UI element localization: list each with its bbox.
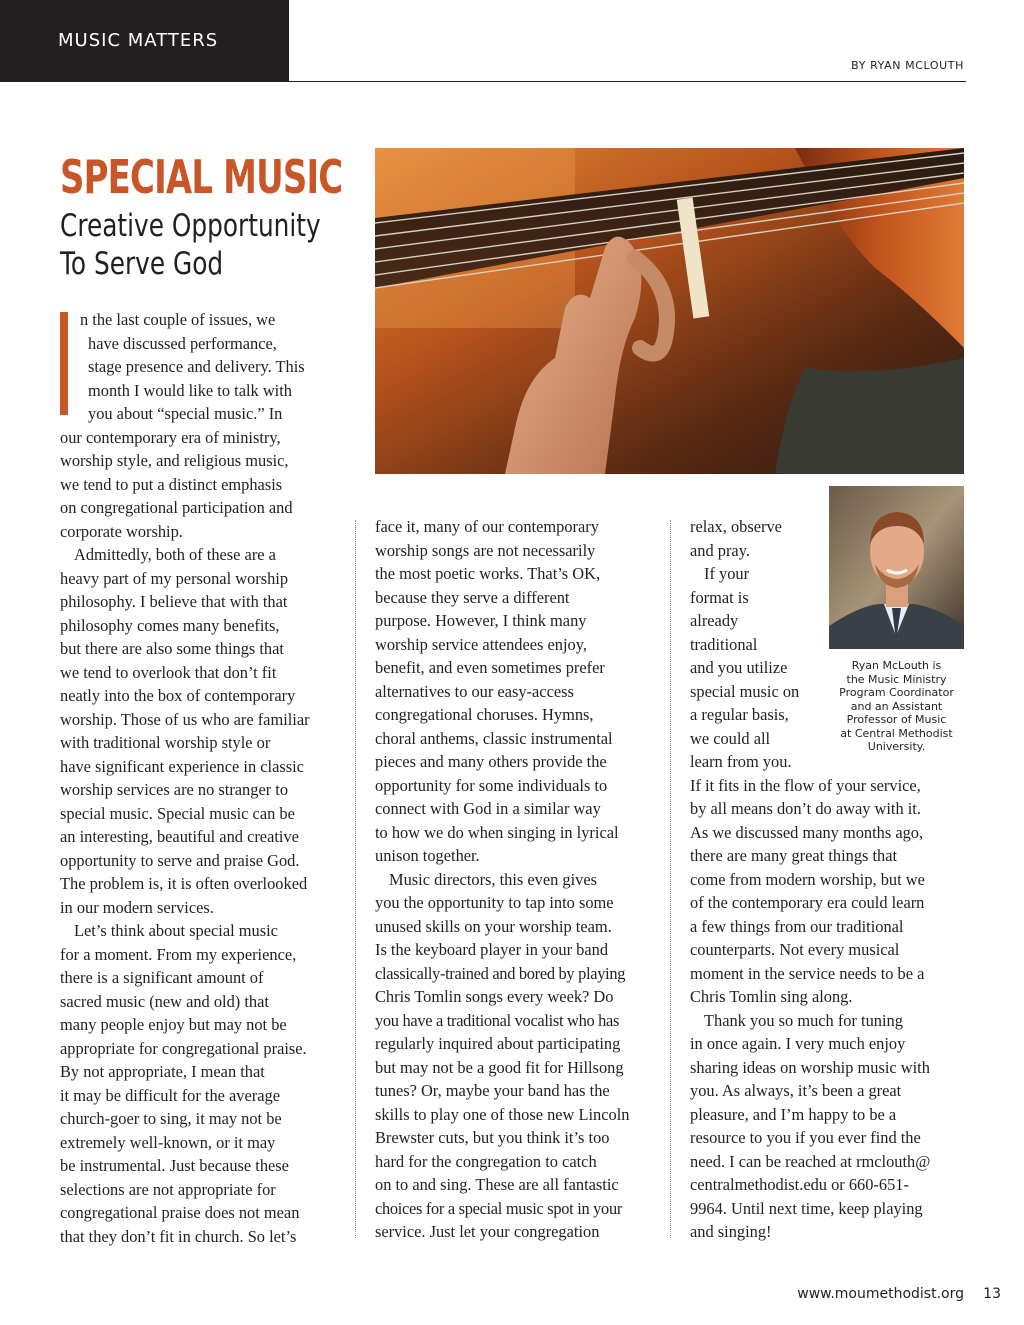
body-line: unused skills on your worship team. [375, 916, 612, 936]
body-line: The problem is, it is often overlooked [60, 874, 308, 893]
article-column-3 [690, 515, 930, 1244]
body-line: worship style, and religious music, [60, 451, 289, 470]
body-line: special music on [690, 681, 800, 701]
byline: BY RYAN MCLOUTH [851, 59, 964, 72]
body-line: heavy part of my personal worship [60, 568, 289, 588]
body-line: opportunity to serve and praise God. [60, 850, 300, 870]
body-line: you the opportunity to tap into some [375, 893, 614, 912]
caption-line: the Music Ministry [846, 672, 947, 686]
body-line: As we discussed many months ago, [690, 822, 924, 842]
body-line: selections are not appropriate for [60, 1179, 276, 1199]
body-line: face it, many of our contemporary [375, 517, 599, 536]
body-line: Let’s think about special music [74, 921, 278, 940]
body-line: sacred music (new and old) that [60, 991, 269, 1011]
body-line: philosophy comes many benefits, [60, 615, 280, 635]
article-column-1 [60, 426, 310, 1249]
body-line: already [690, 611, 739, 630]
body-line: learn from you. [690, 752, 792, 771]
caption-line: Professor of Music [846, 713, 947, 726]
caption-line: Ryan McLouth is [851, 659, 942, 672]
body-line: on congregational participation and [60, 498, 293, 517]
body-line: and pray. [690, 540, 750, 560]
body-line: the most poetic works. That’s OK, [375, 564, 601, 583]
body-line: we tend to put a distinct emphasis [60, 474, 283, 494]
body-line: n the last couple of issues, we [80, 310, 276, 329]
body-line: congregational praise does not mean [60, 1203, 300, 1222]
body-line: 9964. Until next time, keep playing [690, 1198, 923, 1218]
article-subtitle [60, 207, 321, 283]
subtitle-line: To Serve God [60, 246, 224, 282]
body-line: If your [704, 564, 750, 583]
body-line: worship songs are not necessarily [375, 540, 596, 560]
caption-line: University. [867, 740, 926, 753]
header-rule [289, 81, 966, 82]
body-line: sharing ideas on worship music with [690, 1057, 930, 1077]
body-line: unison together. [375, 846, 480, 865]
body-line: Music directors, this even gives [389, 869, 598, 889]
body-line: tunes? Or, maybe your band has the [375, 1081, 610, 1100]
body-line: service. Just let your congregation [375, 1222, 600, 1241]
column-divider [670, 520, 671, 1238]
body-line: pieces and many others provide the [375, 752, 607, 771]
body-line: and you utilize [690, 658, 788, 677]
caption-line: and an Assistant [850, 699, 943, 713]
body-line: benefit, and even sometimes prefer [375, 658, 605, 677]
body-line: you. As always, it’s been a great [690, 1081, 902, 1100]
subtitle-line: Creative Opportunity [60, 208, 321, 244]
body-line: church-goer to sing, it may not be [60, 1109, 282, 1128]
body-line: need. I can be reached at rmclouth@ [690, 1151, 931, 1171]
body-line: connect with God in a similar way [375, 799, 601, 818]
body-line: it may be difficult for the average [60, 1085, 280, 1105]
body-line: purpose. However, I think many [375, 611, 587, 630]
body-line: Thank you so much for tuning [704, 1010, 903, 1030]
guitar-photo [375, 148, 964, 474]
body-line: a few things from our traditional [690, 916, 904, 936]
body-line: an interesting, beautiful and creative [60, 827, 299, 846]
body-line: centralmethodist.edu or 660-651- [690, 1175, 909, 1194]
body-line: Admittedly, both of these are a [74, 545, 276, 564]
footer-url[interactable]: www.moumethodist.org [797, 1286, 964, 1302]
body-line: with traditional worship style or [60, 733, 271, 752]
body-line: classically-trained and bored by playing [375, 963, 626, 983]
body-line: we tend to overlook that don’t fit [60, 662, 277, 682]
caption-line: at Central Methodist [840, 726, 953, 740]
body-line: you about “special music.” In [88, 404, 283, 423]
body-line: resource to you if you ever find the [690, 1128, 921, 1147]
body-line: corporate worship. [60, 521, 183, 541]
body-line: month I would like to talk with [88, 380, 292, 400]
caption-line: Program Coordinator [839, 686, 954, 699]
body-line: hard for the congregation to catch [375, 1151, 597, 1171]
body-line: and singing! [690, 1222, 772, 1241]
body-line: in our modern services. [60, 897, 214, 917]
body-line: Chris Tomlin songs every week? Do [375, 987, 614, 1006]
body-line: by all means don’t do away with it. [690, 799, 921, 818]
body-line: there is a significant amount of [60, 968, 264, 987]
body-line: many people enjoy but may not be [60, 1015, 287, 1034]
body-line: our contemporary era of ministry, [60, 427, 281, 447]
body-line: pleasure, and I’m happy to be a [690, 1104, 897, 1124]
body-line: Is the keyboard player in your band [375, 940, 609, 959]
body-line: counterparts. Not every musical [690, 940, 900, 959]
body-line: worship. Those of us who are familiar [60, 709, 310, 729]
body-line: we could all [690, 728, 771, 748]
column-divider [355, 520, 356, 1238]
body-line: come from modern worship, but we [690, 869, 925, 889]
section-tab [0, 0, 289, 82]
body-line: appropriate for congregational praise. [60, 1038, 307, 1058]
body-line: but there are also some things that [60, 639, 284, 658]
body-line: worship service attendees enjoy, [375, 634, 587, 654]
body-line: alternatives to our easy-access [375, 681, 574, 701]
article-title: SPECIAL MUSIC [60, 150, 343, 204]
body-line: a regular basis, [690, 705, 789, 724]
body-line: skills to play one of those new Lincoln [375, 1104, 630, 1124]
body-line: but may not be a good fit for Hillsong [375, 1057, 624, 1077]
body-line: for a moment. From my experience, [60, 944, 297, 964]
body-line: congregational choruses. Hymns, [375, 705, 594, 724]
body-line: to how we do when singing in lyrical [375, 822, 619, 842]
body-line: If it fits in the flow of your service, [690, 775, 921, 795]
section-label: MUSIC MATTERS [58, 30, 219, 51]
body-line: opportunity for some individuals to [375, 775, 608, 795]
body-line: stage presence and delivery. This [88, 357, 305, 376]
body-line: have significant experience in classic [60, 756, 304, 776]
body-line: choices for a special music spot in your [375, 1198, 622, 1218]
article-column-1-intro [80, 308, 305, 426]
body-line: you have a traditional vocalist who has [375, 1010, 620, 1030]
body-line: Brewster cuts, but you think it’s too [375, 1128, 610, 1147]
body-line: on to and sing. These are all fantastic [375, 1175, 619, 1194]
body-line: of the contemporary era could learn [690, 893, 925, 912]
body-line: Chris Tomlin sing along. [690, 987, 853, 1006]
body-line: extremely well-known, or it may [60, 1132, 276, 1152]
body-line: philosophy. I believe that with that [60, 592, 288, 611]
body-line: choral anthems, classic instrumental [375, 728, 613, 748]
body-line: moment in the service needs to be a [690, 963, 925, 983]
body-line: have discussed performance, [88, 333, 277, 353]
body-line: be instrumental. Just because these [60, 1156, 289, 1175]
article-column-2 [375, 515, 629, 1244]
body-line: By not appropriate, I mean that [60, 1062, 265, 1081]
body-line: there are many great things that [690, 846, 898, 865]
body-line: special music. Special music can be [60, 803, 295, 823]
body-line: that they don’t fit in church. So let’s [60, 1226, 297, 1246]
body-line: traditional [690, 634, 758, 654]
body-line: in once again. I very much enjoy [690, 1034, 906, 1053]
body-line: regularly inquired about participating [375, 1034, 621, 1053]
body-line: relax, observe [690, 517, 782, 536]
body-line: worship services are no stranger to [60, 780, 289, 799]
page-number: 13 [983, 1286, 1001, 1302]
body-line: format is [690, 587, 749, 607]
body-line: neatly into the box of contemporary [60, 686, 296, 705]
body-line: because they serve a different [375, 587, 570, 607]
